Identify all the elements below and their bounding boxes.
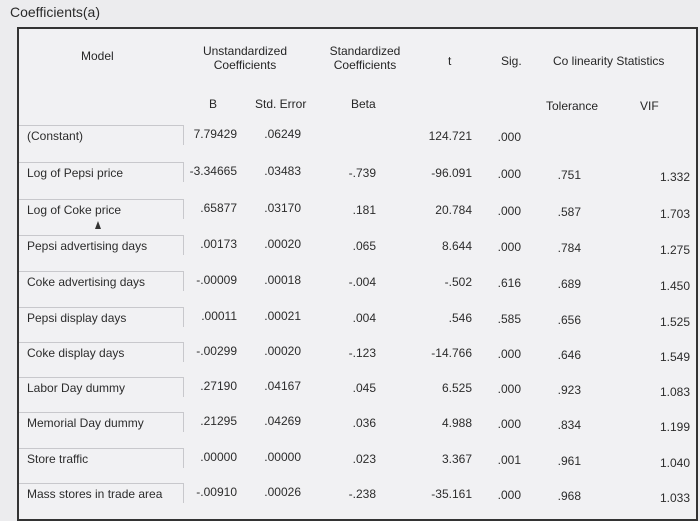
cell-tol: .834 bbox=[557, 418, 581, 432]
table-caption: Coefficients(a) bbox=[10, 4, 101, 20]
cell-sig: .000 bbox=[497, 204, 521, 218]
header-sig: Sig. bbox=[501, 54, 522, 68]
header-t: t bbox=[448, 54, 452, 68]
cell-sig: .000 bbox=[497, 130, 521, 144]
cell-sig: .000 bbox=[497, 240, 521, 254]
cell-se: .00020 bbox=[264, 344, 301, 358]
cell-tol: .784 bbox=[557, 241, 581, 255]
cell-sig: .000 bbox=[497, 167, 521, 181]
cell-tol: .646 bbox=[557, 348, 581, 362]
cell-tol: .968 bbox=[557, 489, 581, 503]
cell-vif: 1.040 bbox=[659, 456, 690, 470]
row-label: Coke advertising days bbox=[19, 271, 184, 291]
cell-b: -.00299 bbox=[196, 344, 237, 358]
row-label: Memorial Day dummy bbox=[19, 412, 184, 432]
cell-b: -.00910 bbox=[196, 485, 237, 499]
row-label: Log of Coke price bbox=[19, 199, 184, 219]
cell-sig: .000 bbox=[497, 417, 521, 431]
cell-se: .00020 bbox=[264, 237, 301, 251]
cell-b: .00000 bbox=[200, 450, 237, 464]
row-label: (Constant) bbox=[19, 125, 184, 145]
cell-se: .03483 bbox=[264, 164, 301, 178]
cell-beta: .004 bbox=[352, 311, 376, 325]
cell-b: -3.34665 bbox=[189, 164, 237, 178]
cell-b: .21295 bbox=[200, 414, 237, 428]
cell-tol: .923 bbox=[557, 383, 581, 397]
row-label: Mass stores in trade area bbox=[19, 483, 184, 503]
header-tolerance: Tolerance bbox=[546, 99, 599, 113]
cell-se: .04167 bbox=[264, 379, 301, 393]
header-beta: Beta bbox=[351, 97, 376, 111]
header-vif: VIF bbox=[640, 99, 659, 113]
header-unstandardized: Unstandardized Coefficients bbox=[202, 44, 288, 72]
cell-t: -14.766 bbox=[431, 346, 472, 360]
cell-sig: .616 bbox=[497, 276, 521, 290]
cell-vif: 1.450 bbox=[659, 279, 690, 293]
coefficients-table bbox=[17, 27, 698, 521]
cell-t: 3.367 bbox=[441, 452, 472, 466]
row-label: Store traffic bbox=[19, 448, 184, 468]
header-model: Model bbox=[81, 49, 114, 63]
cell-vif: 1.549 bbox=[659, 350, 690, 364]
cell-se: .03170 bbox=[264, 201, 301, 215]
cell-sig: .001 bbox=[497, 453, 521, 467]
header-standardized: Standardized Coefficients bbox=[329, 44, 401, 72]
cell-t: 4.988 bbox=[441, 416, 472, 430]
cell-beta: -.739 bbox=[348, 166, 376, 180]
cell-t: 6.525 bbox=[441, 381, 472, 395]
cell-b: .00011 bbox=[201, 309, 237, 323]
cell-vif: 1.332 bbox=[659, 170, 690, 184]
cell-beta: -.238 bbox=[348, 487, 376, 501]
cell-vif: 1.275 bbox=[659, 243, 690, 257]
cell-beta: .045 bbox=[352, 381, 376, 395]
cell-tol: .689 bbox=[557, 277, 581, 291]
cell-b: .00173 bbox=[200, 237, 237, 251]
cell-se: .00026 bbox=[264, 485, 301, 499]
cell-t: 8.644 bbox=[441, 239, 472, 253]
cell-sig: .585 bbox=[497, 312, 521, 326]
cell-t: .546 bbox=[448, 311, 472, 325]
cell-t: -.502 bbox=[444, 275, 472, 289]
cell-b: -.00009 bbox=[196, 273, 237, 287]
cell-beta: -.004 bbox=[348, 275, 376, 289]
cell-sig: .000 bbox=[497, 488, 521, 502]
row-label: Log of Pepsi price bbox=[19, 162, 184, 182]
cell-beta: .023 bbox=[352, 452, 376, 466]
row-label: Pepsi display days bbox=[19, 307, 184, 327]
cell-t: -96.091 bbox=[431, 166, 472, 180]
header-b: B bbox=[209, 97, 218, 111]
cell-beta: .181 bbox=[352, 203, 376, 217]
row-label: Pepsi advertising days bbox=[19, 235, 184, 255]
cell-sig: .000 bbox=[497, 382, 521, 396]
header-std-error: Std. Error bbox=[255, 97, 307, 111]
cell-vif: 1.083 bbox=[659, 385, 690, 399]
cell-se: .04269 bbox=[264, 414, 301, 428]
row-label: Labor Day dummy bbox=[19, 377, 184, 397]
cell-tol: .961 bbox=[557, 454, 581, 468]
cell-beta: .036 bbox=[352, 416, 376, 430]
cell-vif: 1.033 bbox=[659, 491, 690, 505]
cell-vif: 1.703 bbox=[659, 207, 690, 221]
header-colinearity: Co linearity Statistics bbox=[553, 54, 665, 68]
cell-se: .00021 bbox=[264, 309, 301, 323]
cell-beta: .065 bbox=[352, 239, 376, 253]
cell-se: .06249 bbox=[264, 127, 301, 141]
cell-b: .27190 bbox=[200, 379, 237, 393]
cell-beta: -.123 bbox=[348, 346, 376, 360]
cell-se: .00000 bbox=[264, 450, 301, 464]
cell-t: 20.784 bbox=[435, 203, 472, 217]
cell-tol: .656 bbox=[557, 313, 581, 327]
cell-tol: .587 bbox=[557, 205, 581, 219]
row-label: Coke display days bbox=[19, 342, 184, 362]
cell-b: .65877 bbox=[200, 201, 237, 215]
cell-se: .00018 bbox=[264, 273, 301, 287]
cell-sig: .000 bbox=[497, 347, 521, 361]
mouse-cursor-icon bbox=[95, 221, 101, 229]
cell-tol: .751 bbox=[557, 168, 581, 182]
cell-t: 124.721 bbox=[428, 129, 472, 143]
cell-t: -35.161 bbox=[431, 487, 472, 501]
cell-vif: 1.525 bbox=[659, 315, 690, 329]
cell-b: 7.79429 bbox=[193, 127, 237, 141]
cell-vif: 1.199 bbox=[659, 420, 690, 434]
